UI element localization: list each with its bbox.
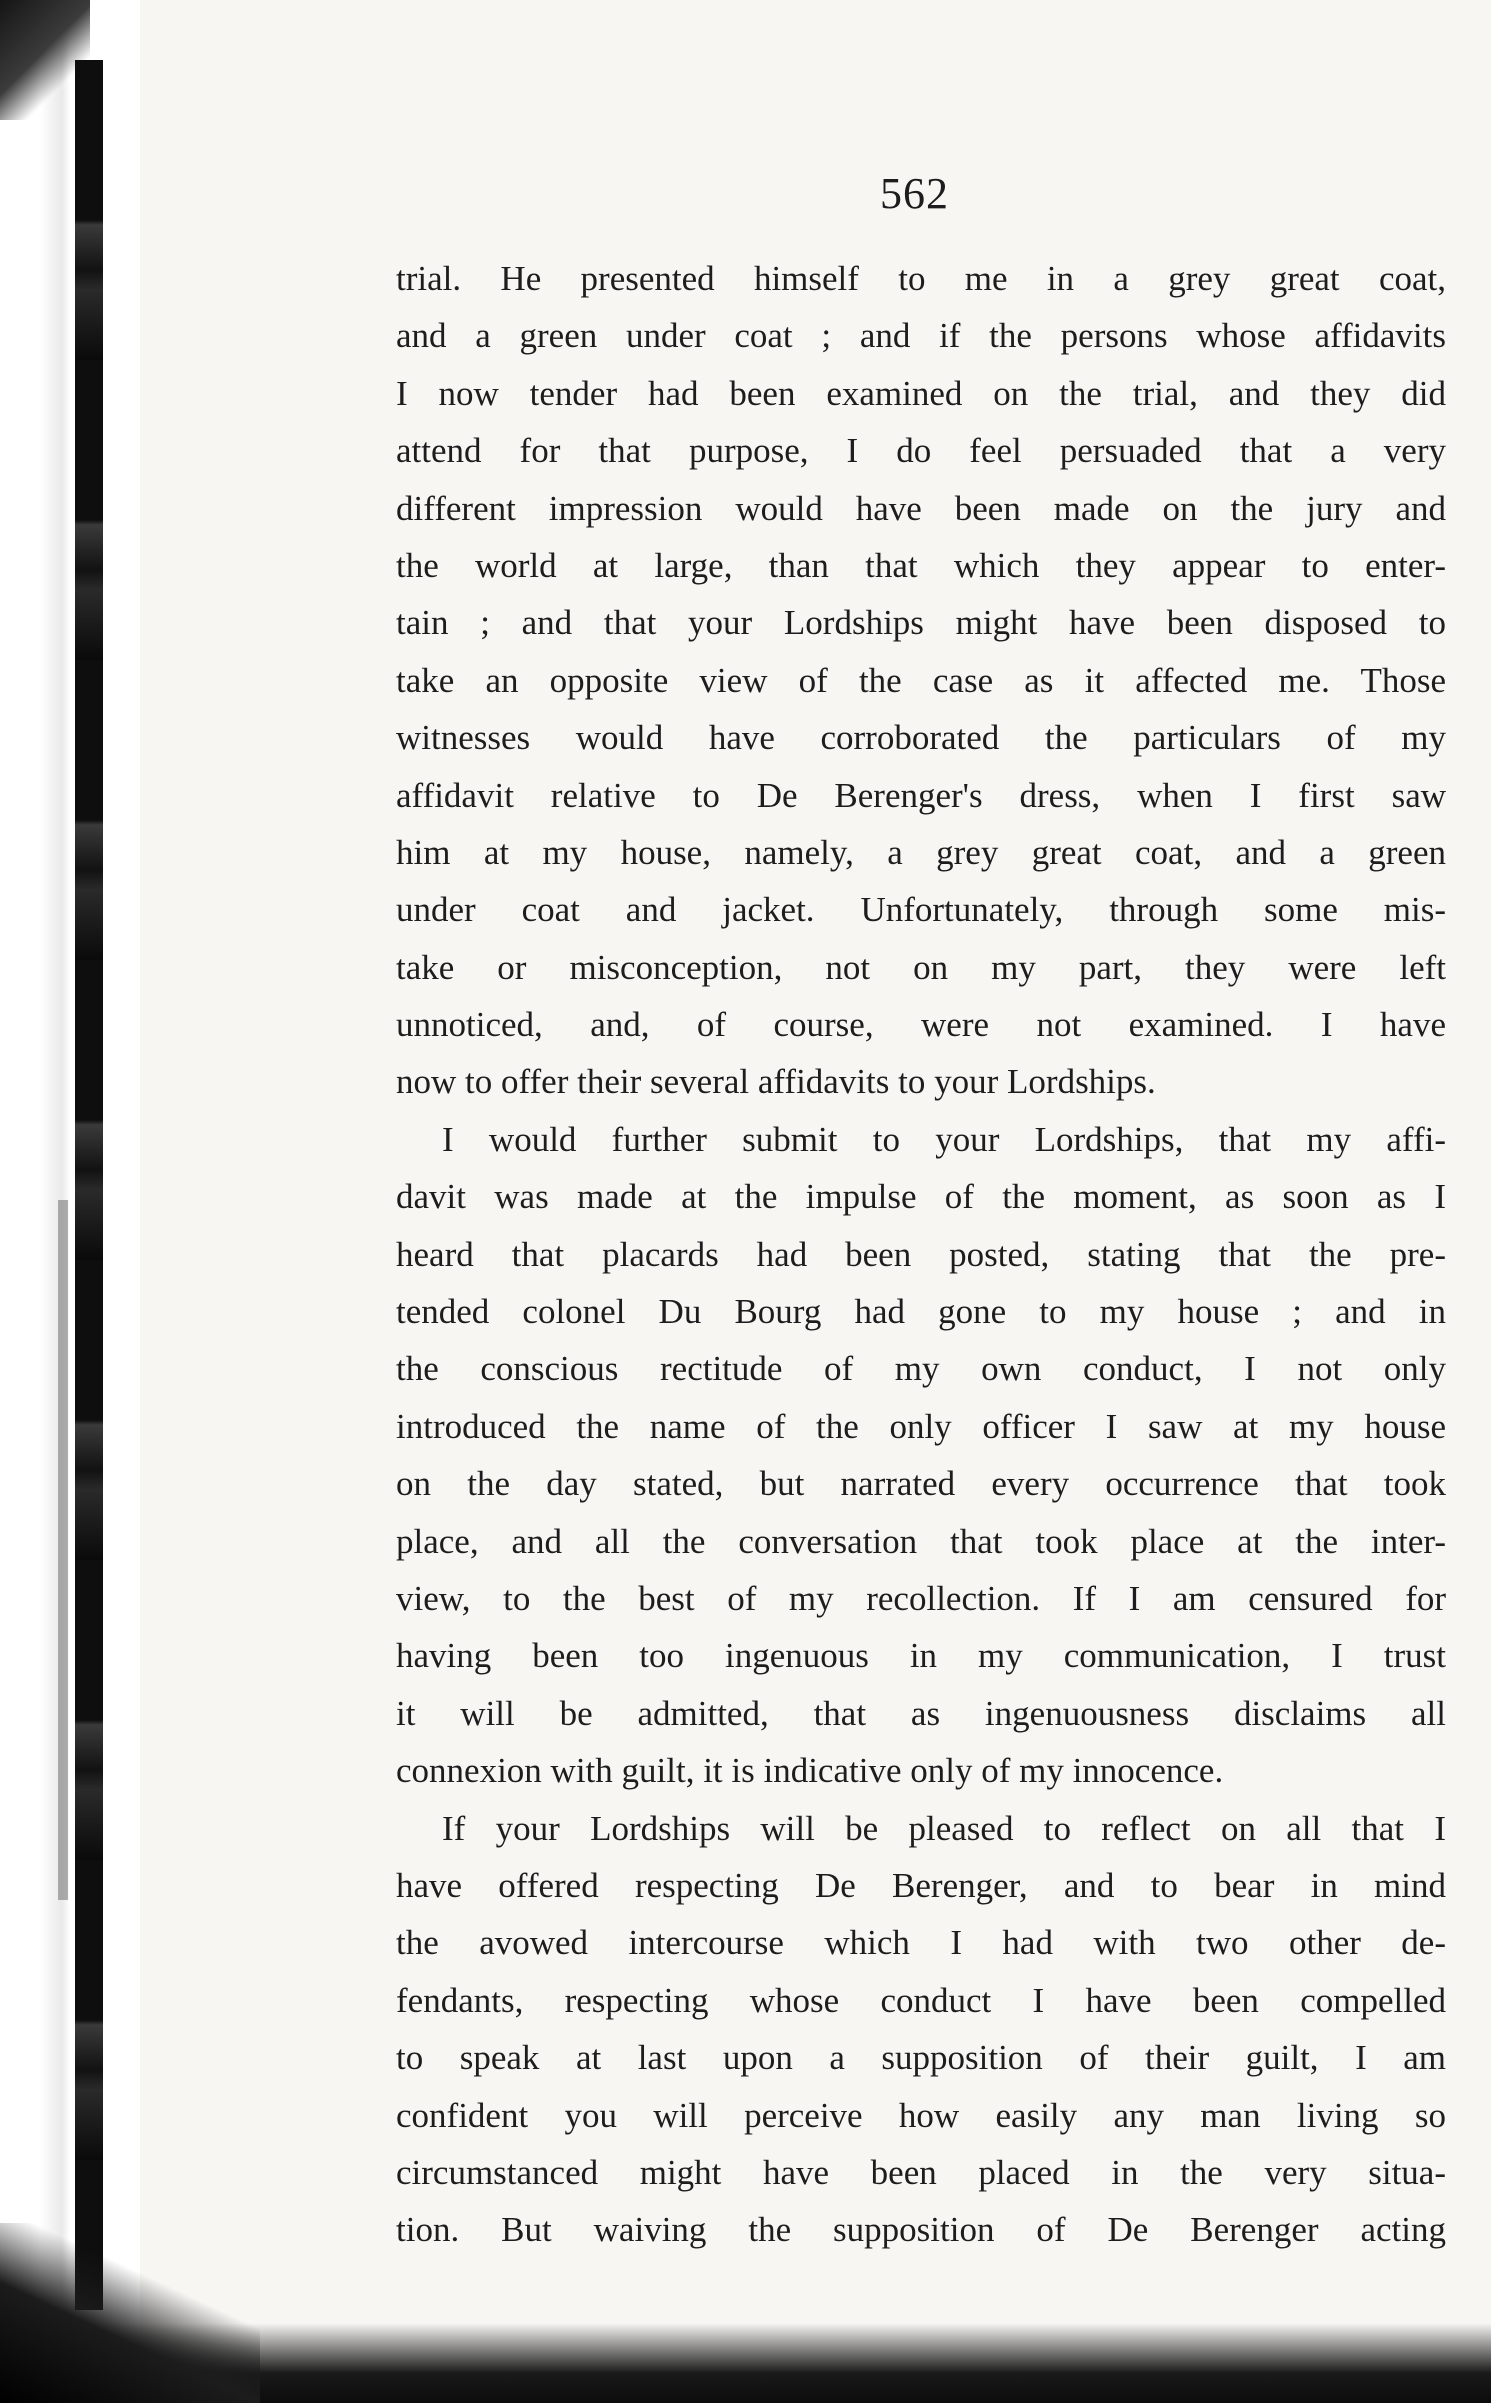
text-line: to speak at last upon a supposition of their guilt, I am [396, 2038, 1446, 2078]
text-line: I would further submit to your Lordships, that my affi- [442, 1119, 1446, 1159]
text-line: davit was made at the impulse of the moment, as soon as I [396, 1177, 1446, 1217]
text-line: heard that placards had been posted, stating that the pre- [396, 1234, 1446, 1274]
spine-binding-strip [75, 60, 103, 2310]
text-line: it will be admitted, that as ingenuousness disclaims all [396, 1693, 1446, 1733]
text-line: tion. But waiving the supposition of De Berenger acting [396, 2210, 1446, 2250]
text-line: fendants, respecting whose conduct I have been compelled [396, 1980, 1446, 2020]
text-line: affidavit relative to De Berenger's dress, when I first saw [396, 775, 1446, 815]
text-line: place, and all the conversation that took place at the inter- [396, 1521, 1446, 1561]
text-line: circumstanced might have been placed in the very situa- [396, 2152, 1446, 2192]
text-line: the world at large, than that which they appear to enter- [396, 545, 1446, 585]
text-line: different impression would have been made on the jury and [396, 488, 1446, 528]
text-line: I now tender had been examined on the trial, and they did [396, 373, 1446, 413]
page-number: 562 [880, 169, 949, 218]
body-text [396, 250, 1446, 2259]
text-line: unnoticed, and, of course, were not examined. I have [396, 1005, 1446, 1045]
text-line: tended colonel Du Bourg had gone to my house ; and in [396, 1292, 1446, 1332]
text-line: tain ; and that your Lordships might have been disposed to [396, 603, 1446, 643]
text-line: trial. He presented himself to me in a grey great coat, [396, 259, 1446, 298]
text-line: the avowed intercourse which I had with two other de- [396, 1923, 1446, 1963]
text-line: have offered respecting De Berenger, and to bear in mind [396, 1865, 1446, 1905]
text-line: introduced the name of the only officer I saw at my house [396, 1406, 1446, 1446]
spine-secondary-strip [58, 1200, 68, 1900]
text-line: on the day stated, but narrated every occurrence that took [396, 1464, 1446, 1504]
text-line: take or misconception, not on my part, they were left [396, 947, 1446, 987]
text-line: under coat and jacket. Unfortunately, through some mis- [396, 890, 1446, 930]
text-line: him at my house, namely, a grey great coat, and a green [396, 832, 1446, 872]
text-line: connexion with guilt, it is indicative only of my innocence. [396, 1751, 1224, 1791]
text-line: the conscious rectitude of my own conduct, I not only [396, 1349, 1446, 1389]
text-line: now to offer their several affidavits to your Lordships. [396, 1062, 1156, 1102]
text-line: confident you will perceive how easily any man living so [396, 2095, 1446, 2135]
text-line: witnesses would have corroborated the particulars of my [396, 718, 1446, 758]
book-spine-shadow [0, 0, 140, 2403]
text-line: view, to the best of my recollection. If I am censured for [396, 1578, 1446, 1618]
text-line: If your Lordships will be pleased to reflect on all that I [442, 1808, 1446, 1848]
text-line: take an opposite view of the case as it affected me. Those [396, 660, 1446, 700]
text-line: having been too ingenuous in my communication, I trust [396, 1636, 1446, 1676]
bottom-corner-shadow [0, 2223, 260, 2403]
text-line: and a green under coat ; and if the persons whose affidavits [396, 316, 1446, 356]
text-line: attend for that purpose, I do feel persuaded that a very [396, 431, 1446, 471]
